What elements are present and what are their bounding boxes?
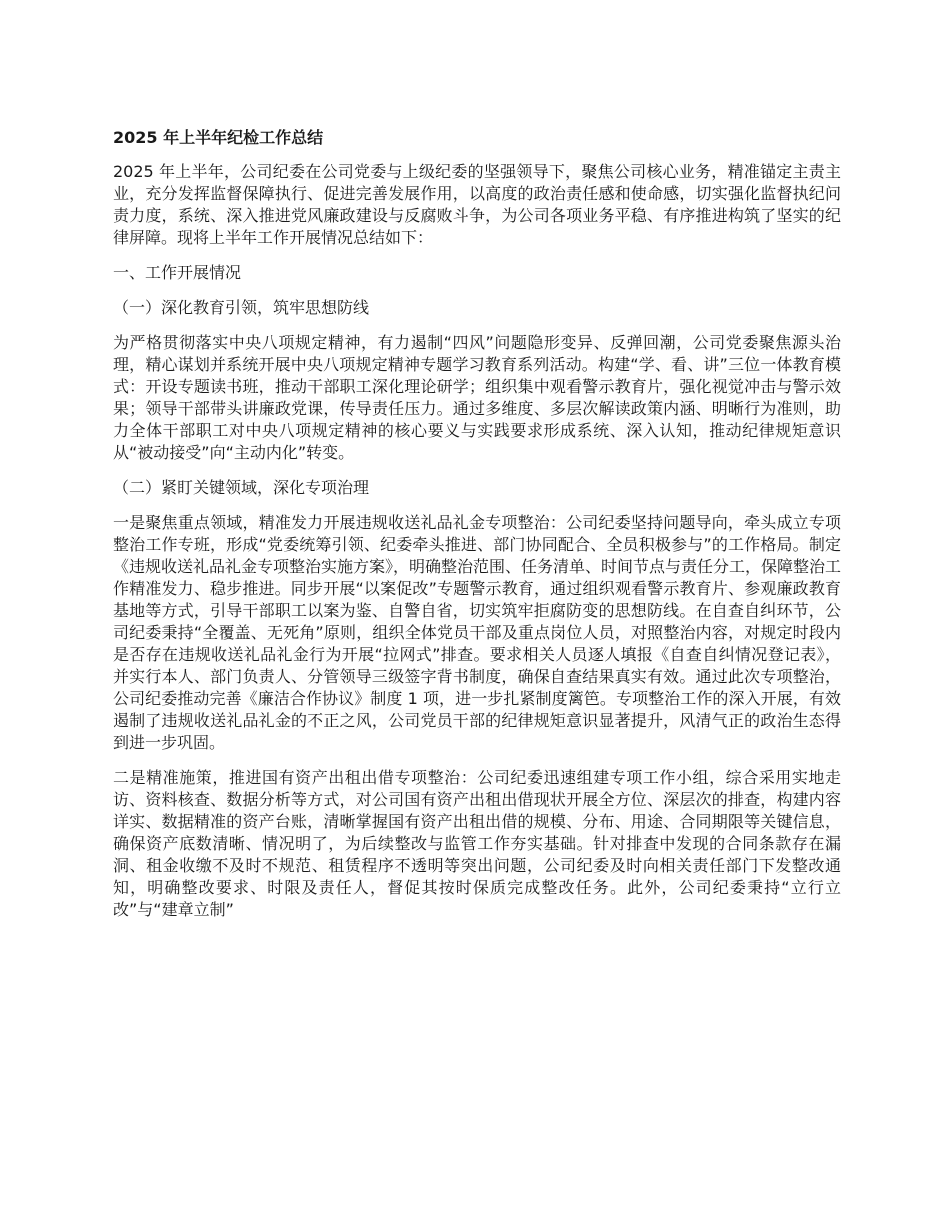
- subsection-2-body-1: 一是聚焦重点领域，精准发力开展违规收送礼品礼金专项整治：公司纪委坚持问题导向，牵头成立专项整治工作专班，形成“党委统筹引领、纪委牵头推进、部门协同配合、全员积极参与”的工作格局。制定《违规收送礼品礼金专项整治实施方案》，明确整治范围、任务清单、时间节点与责任分工，保障整治工作精准发力、稳步推进。同步开展“以案促改”专题警示教育，通过组织观看警示教育片、参观廉政教育基地等方式，引导干部职工以案为鉴、自警自省，切实筑牢拒腐防变的思想防线。在自查自纠环节，公司纪委秉持“全覆盖、无死角”原则，组织全体党员干部及重点岗位人员，对照整治内容，对规定时段内是否存在违规收送礼品礼金行为开展“拉网式”排查。要求相关人员逐人填报《自查自纠情况登记表》，并实行本人、部门负责人、分管领导三级签字背书制度，确保自查结果真实有效。通过此次专项整治，公司纪委推动完善《廉洁合作协议》制度 1 项，进一步扎紧制度篱笆。专项整治工作的深入开展，有效遏制了违规收送礼品礼金的不正之风，公司党员干部的纪律规矩意识显著提升，风清气正的政治生态得到进一步巩固。: [113, 513, 842, 752]
- document-title: 2025 年上半年纪检工作总结: [113, 128, 324, 147]
- subsection-heading-2: （二）紧盯关键领域，深化专项治理: [113, 478, 370, 497]
- intro-paragraph: 2025 年上半年，公司纪委在公司党委与上级纪委的坚强领导下，聚焦公司核心业务，精准锚定主责主业，充分发挥监督保障执行、促进完善发展作用，以高度的政治责任感和使命感，切实强化监督执纪问责力度，系统、深入推进党风廉政建设与反腐败斗争，为公司各项业务平稳、有序推进构筑了坚实的纪律屏障。现将上半年工作开展情况总结如下：: [113, 162, 841, 247]
- subsection-1-body: 为严格贯彻落实中央八项规定精神，有力遏制“四风”问题隐形变异、反弹回潮，公司党委聚焦源头治理，精心谋划并系统开展中央八项规定精神专题学习教育系列活动。构建“学、看、讲”三位一体教育模式：开设专题读书班，推动干部职工深化理论研学；组织集中观看警示教育片，强化视觉冲击与警示效果；领导干部带头讲廉政党课，传导责任压力。通过多维度、多层次解读政策内涵、明晰行为准则，助力全体干部职工对中央八项规定精神的核心要义与实践要求形成系统、深入认知，推动纪律规矩意识从“被动接受”向“主动内化”转变。: [113, 333, 841, 462]
- document-page: [113, 127, 841, 934]
- subsection-heading-1: （一）深化教育引领，筑牢思想防线: [113, 298, 370, 317]
- subsection-2-body-2: 二是精准施策，推进国有资产出租出借专项整治：公司纪委迅速组建专项工作小组，综合采用实地走访、资料核查、数据分析等方式，对公司国有资产出租出借现状开展全方位、深层次的排查，构建内容详实、数据精准的资产台账，清晰掌握国有资产出租出借的规模、分布、用途、合同期限等关键信息，确保资产底数清晰、情况明了，为后续整改与监管工作夯实基础。针对排查中发现的合同条款存在漏洞、租金收缴不及时不规范、租赁程序不透明等突出问题，公司纪委及时向相关责任部门下发整改通知，明确整改要求、时限及责任人，督促其按时保质完成整改任务。此外，公司纪委秉持“立行立改”与“建章立制”: [113, 768, 841, 919]
- section-heading-1: 一、工作开展情况: [113, 263, 242, 282]
